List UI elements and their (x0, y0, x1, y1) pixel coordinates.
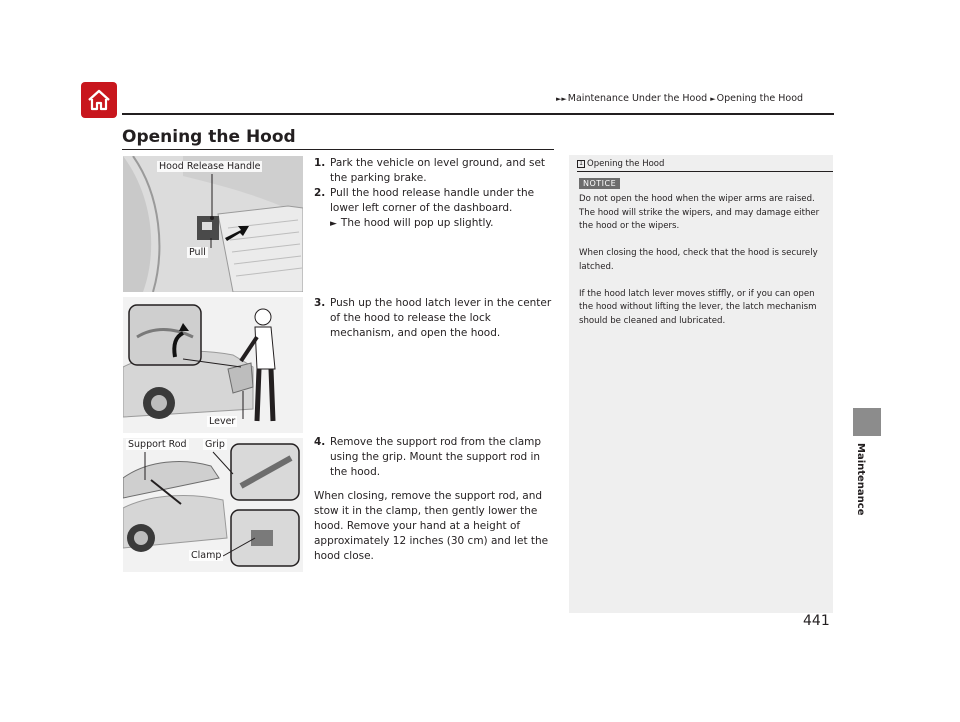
clamp-label: Clamp (191, 550, 222, 561)
note-title: 1 Opening the Hood (577, 159, 664, 169)
step-3: 3. Push up the hood latch lever in the center of the hood to release the lock mechanism, and open the hood. (314, 297, 552, 339)
support-rod-illustration (123, 438, 303, 572)
grip-label: Grip (205, 439, 225, 450)
section-tab[interactable] (853, 408, 881, 436)
note-text (579, 193, 827, 342)
title-divider (122, 149, 554, 150)
note-paragraph: When closing the hood, check that the hood is securely latched. (579, 248, 818, 272)
home-button[interactable] (81, 82, 117, 118)
page-number: 441 (803, 613, 830, 629)
section-label: Maintenance (855, 443, 866, 516)
notice-badge: NOTICE (579, 178, 620, 189)
steps-group-2 (314, 296, 554, 341)
lever-label: Lever (209, 416, 236, 427)
hood-release-illustration (123, 156, 303, 292)
note-paragraph: If the hood latch lever moves stiffly, or if you can open the hood without lifting the lever, the latch mechanism should be cleaned and lubricated. (579, 288, 817, 326)
note-paragraph: Do not open the hood when the wiper arms are raised. The hood will strike the wipers, and may damage either the hood or the wipers. (579, 194, 820, 231)
steps-group-3 (314, 435, 554, 564)
closing-paragraph: When closing, remove the support rod, and stow it in the clamp, then gently lower the hood. Remove your hand at a height of approximately 12 inches (30 cm) and let the hood close. (314, 490, 549, 562)
pull-label: Pull (189, 247, 206, 258)
support-rod-label: Support Rod (128, 439, 187, 450)
step-2-result: ► The hood will pop up slightly. (330, 217, 494, 229)
breadcrumb: ►►Maintenance Under the Hood ►Opening the Hood (556, 93, 804, 104)
hood-release-handle-label: Hood Release Handle (159, 161, 261, 172)
note-sidebar (569, 155, 833, 613)
header-divider (122, 113, 834, 115)
step-1: 1. Park the vehicle on level ground, and set the parking brake. (314, 157, 546, 184)
step-4: 4. Remove the support rod from the clamp using the grip. Mount the support rod in the hood. (314, 436, 542, 478)
step-2: 2. Pull the hood release handle under the lower left corner of the dashboard. ► The hood will pop up slightly. (314, 186, 554, 232)
result-arrow-icon: ► (330, 219, 337, 229)
breadcrumb-item: Opening the Hood (716, 93, 804, 104)
page-title: Opening the Hood (122, 127, 296, 147)
hood-latch-illustration (123, 297, 303, 433)
breadcrumb-item[interactable]: Maintenance Under the Hood (567, 93, 708, 104)
note-marker-icon: 1 (577, 160, 585, 168)
note-divider (577, 171, 833, 172)
steps-group-1 (314, 156, 554, 232)
home-icon (86, 88, 112, 112)
